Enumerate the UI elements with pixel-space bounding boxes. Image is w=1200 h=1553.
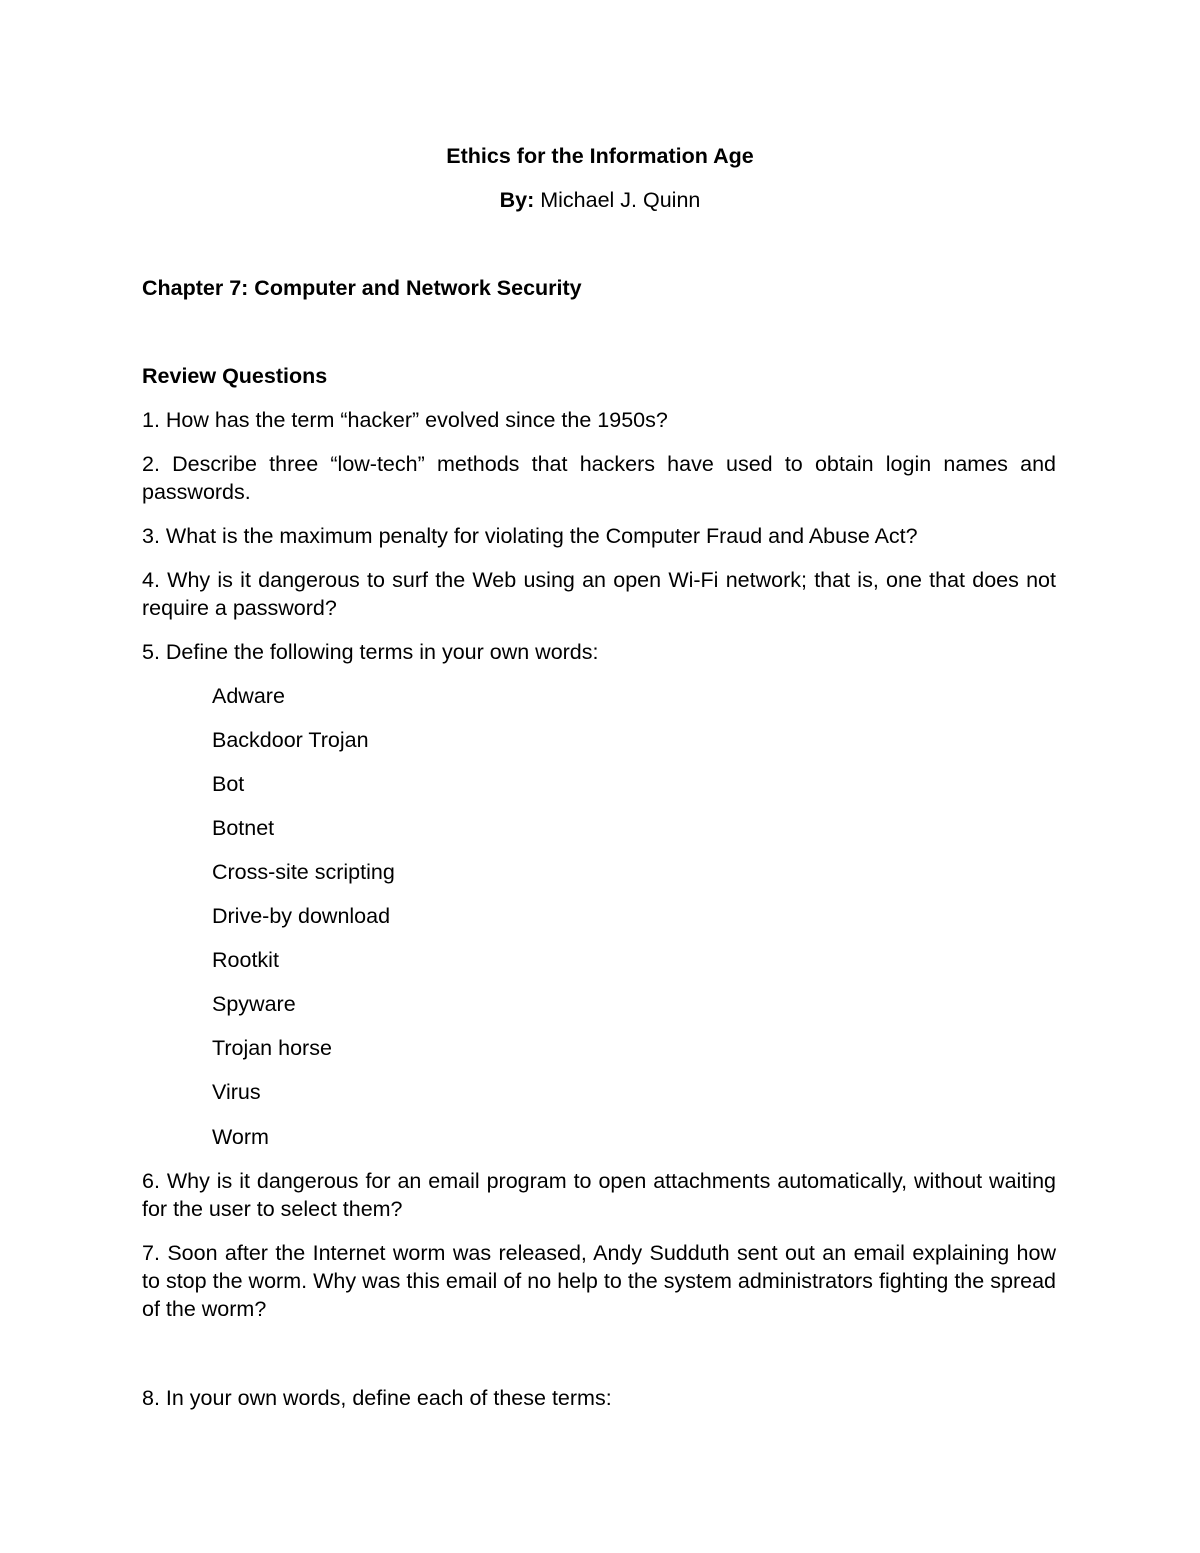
question-7: 7. Soon after the Internet worm was released, Andy Sudduth sent out an email explaining how to stop the worm. Why was this email of no help to the system administrators fighting the spread of the worm? (142, 1241, 1056, 1321)
term-item: Adware (212, 684, 285, 708)
term-item: Cross-site scripting (212, 860, 395, 884)
term-item: Drive-by download (212, 904, 391, 928)
question-2: 2. Describe three “low-tech” methods that hackers have used to obtain login names and passwords. (142, 452, 1056, 504)
section-heading: Review Questions (142, 364, 328, 388)
byline-author: Michael J. Quinn (540, 188, 701, 212)
question-3: 3. What is the maximum penalty for violating the Computer Fraud and Abuse Act? (142, 524, 918, 548)
question-5: 5. Define the following terms in your own words: (142, 640, 599, 664)
chapter-heading: Chapter 7: Computer and Network Security (142, 276, 582, 300)
byline-label: By: (499, 188, 535, 212)
term-item: Bot (212, 772, 245, 796)
term-item: Spyware (212, 992, 296, 1016)
question-6: 6. Why is it dangerous for an email program to open attachments automatically, without waiting for the user to select them? (142, 1169, 1056, 1221)
document-title: Ethics for the Information Age (446, 144, 754, 168)
term-item: Virus (212, 1080, 261, 1104)
term-item: Backdoor Trojan (212, 728, 369, 752)
term-item: Trojan horse (212, 1036, 332, 1060)
term-item: Botnet (212, 816, 275, 840)
question-1: 1. How has the term “hacker” evolved since the 1950s? (142, 408, 668, 432)
document-byline (0, 186, 1200, 214)
term-item: Rootkit (212, 948, 279, 972)
term-item: Worm (212, 1125, 269, 1149)
question-8: 8. In your own words, define each of these terms: (142, 1386, 612, 1410)
question-4: 4. Why is it dangerous to surf the Web using an open Wi-Fi network; that is, one that does not require a password? (142, 568, 1056, 620)
